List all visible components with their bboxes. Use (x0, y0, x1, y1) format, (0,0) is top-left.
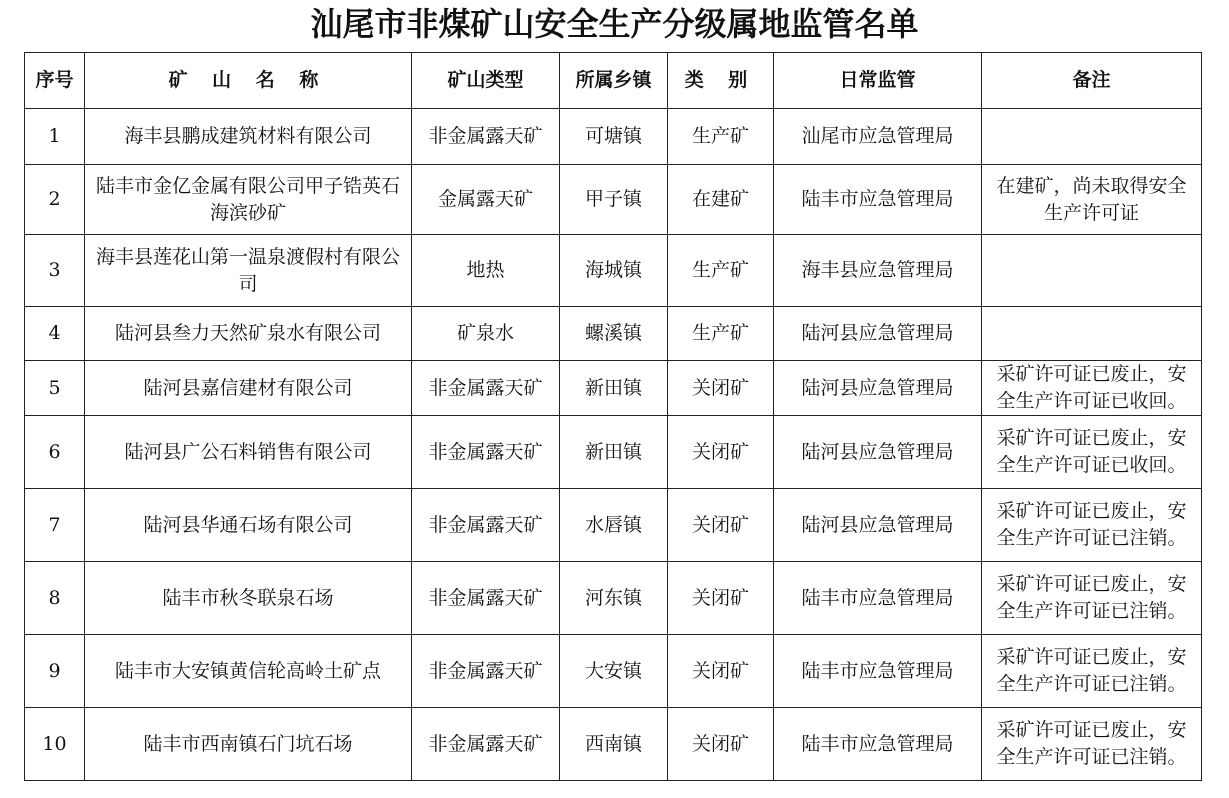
header-category: 类 别 (668, 53, 774, 109)
table-row (25, 635, 1202, 708)
row-mine-type: 金属露天矿 (412, 165, 560, 235)
row-mine-name: 陆丰市秋冬联泉石场 (85, 562, 412, 635)
row-supervisor: 陆河县应急管理局 (774, 416, 982, 489)
row-index: 10 (25, 708, 85, 781)
row-supervisor: 陆丰市应急管理局 (774, 562, 982, 635)
row-town: 河东镇 (560, 562, 668, 635)
document-title: 汕尾市非煤矿山安全生产分级属地监管名单 (310, 5, 919, 43)
row-category: 在建矿 (668, 165, 774, 235)
row-index: 6 (25, 416, 85, 489)
row-note: 采矿许可证已废止，安全生产许可证已收回。 (982, 416, 1202, 489)
row-note: 采矿许可证已废止，安全生产许可证已收回。 (982, 361, 1202, 416)
row-mine-name: 陆河县嘉信建材有限公司 (85, 361, 412, 416)
table-row (25, 562, 1202, 635)
row-supervisor: 汕尾市应急管理局 (774, 109, 982, 165)
row-mine-name: 海丰县鹏成建筑材料有限公司 (85, 109, 412, 165)
row-category: 关闭矿 (668, 708, 774, 781)
row-mine-name: 陆河县叁力天然矿泉水有限公司 (85, 307, 412, 361)
row-town: 甲子镇 (560, 165, 668, 235)
row-category: 关闭矿 (668, 416, 774, 489)
header-supervisor: 日常监管 (774, 53, 982, 109)
row-town: 新田镇 (560, 361, 668, 416)
row-mine-name: 陆河县华通石场有限公司 (85, 489, 412, 562)
row-mine-name: 陆丰市金亿金属有限公司甲子锆英石海滨砂矿 (85, 165, 412, 235)
row-category: 生产矿 (668, 235, 774, 307)
row-mine-name: 海丰县莲花山第一温泉渡假村有限公司 (85, 235, 412, 307)
mine-supervision-table (24, 52, 1202, 781)
row-mine-name: 陆丰市西南镇石门坑石场 (85, 708, 412, 781)
row-category: 关闭矿 (668, 489, 774, 562)
row-mine-type: 非金属露天矿 (412, 635, 560, 708)
row-supervisor: 海丰县应急管理局 (774, 235, 982, 307)
row-supervisor: 陆河县应急管理局 (774, 307, 982, 361)
row-index: 1 (25, 109, 85, 165)
table-row (25, 361, 1202, 416)
row-town: 水唇镇 (560, 489, 668, 562)
row-supervisor: 陆丰市应急管理局 (774, 635, 982, 708)
table-row (25, 109, 1202, 165)
table-header-row (25, 53, 1202, 109)
row-note: 在建矿，尚未取得安全生产许可证 (982, 165, 1202, 235)
table-row (25, 307, 1202, 361)
row-category: 生产矿 (668, 109, 774, 165)
header-name: 矿 山 名 称 (85, 53, 412, 109)
row-mine-type: 非金属露天矿 (412, 361, 560, 416)
table-row (25, 416, 1202, 489)
row-mine-name: 陆丰市大安镇黄信轮高岭土矿点 (85, 635, 412, 708)
row-mine-type: 非金属露天矿 (412, 562, 560, 635)
row-index: 9 (25, 635, 85, 708)
row-supervisor: 陆河县应急管理局 (774, 361, 982, 416)
row-note (982, 235, 1202, 307)
header-note: 备注 (982, 53, 1202, 109)
row-category: 生产矿 (668, 307, 774, 361)
header-town: 所属乡镇 (560, 53, 668, 109)
row-town: 大安镇 (560, 635, 668, 708)
row-category: 关闭矿 (668, 635, 774, 708)
row-note (982, 307, 1202, 361)
row-index: 2 (25, 165, 85, 235)
row-note: 采矿许可证已废止，安全生产许可证已注销。 (982, 708, 1202, 781)
row-mine-type: 矿泉水 (412, 307, 560, 361)
row-supervisor: 陆丰市应急管理局 (774, 165, 982, 235)
table-row (25, 235, 1202, 307)
row-index: 8 (25, 562, 85, 635)
row-note: 采矿许可证已废止，安全生产许可证已注销。 (982, 489, 1202, 562)
table-row (25, 489, 1202, 562)
row-town: 海城镇 (560, 235, 668, 307)
table-row (25, 708, 1202, 781)
row-town: 西南镇 (560, 708, 668, 781)
row-town: 可塘镇 (560, 109, 668, 165)
row-supervisor: 陆丰市应急管理局 (774, 708, 982, 781)
row-index: 5 (25, 361, 85, 416)
row-town: 螺溪镇 (560, 307, 668, 361)
row-note: 采矿许可证已废止，安全生产许可证已注销。 (982, 562, 1202, 635)
row-index: 7 (25, 489, 85, 562)
row-mine-name: 陆河县广公石料销售有限公司 (85, 416, 412, 489)
row-mine-type: 非金属露天矿 (412, 416, 560, 489)
row-mine-type: 非金属露天矿 (412, 109, 560, 165)
row-mine-type: 非金属露天矿 (412, 708, 560, 781)
row-index: 3 (25, 235, 85, 307)
header-index: 序号 (25, 53, 85, 109)
row-note (982, 109, 1202, 165)
row-category: 关闭矿 (668, 361, 774, 416)
row-mine-type: 地热 (412, 235, 560, 307)
table-row (25, 165, 1202, 235)
table-body (25, 109, 1202, 781)
row-category: 关闭矿 (668, 562, 774, 635)
row-supervisor: 陆河县应急管理局 (774, 489, 982, 562)
row-mine-type: 非金属露天矿 (412, 489, 560, 562)
header-type: 矿山类型 (412, 53, 560, 109)
row-note: 采矿许可证已废止，安全生产许可证已注销。 (982, 635, 1202, 708)
row-index: 4 (25, 307, 85, 361)
row-town: 新田镇 (560, 416, 668, 489)
